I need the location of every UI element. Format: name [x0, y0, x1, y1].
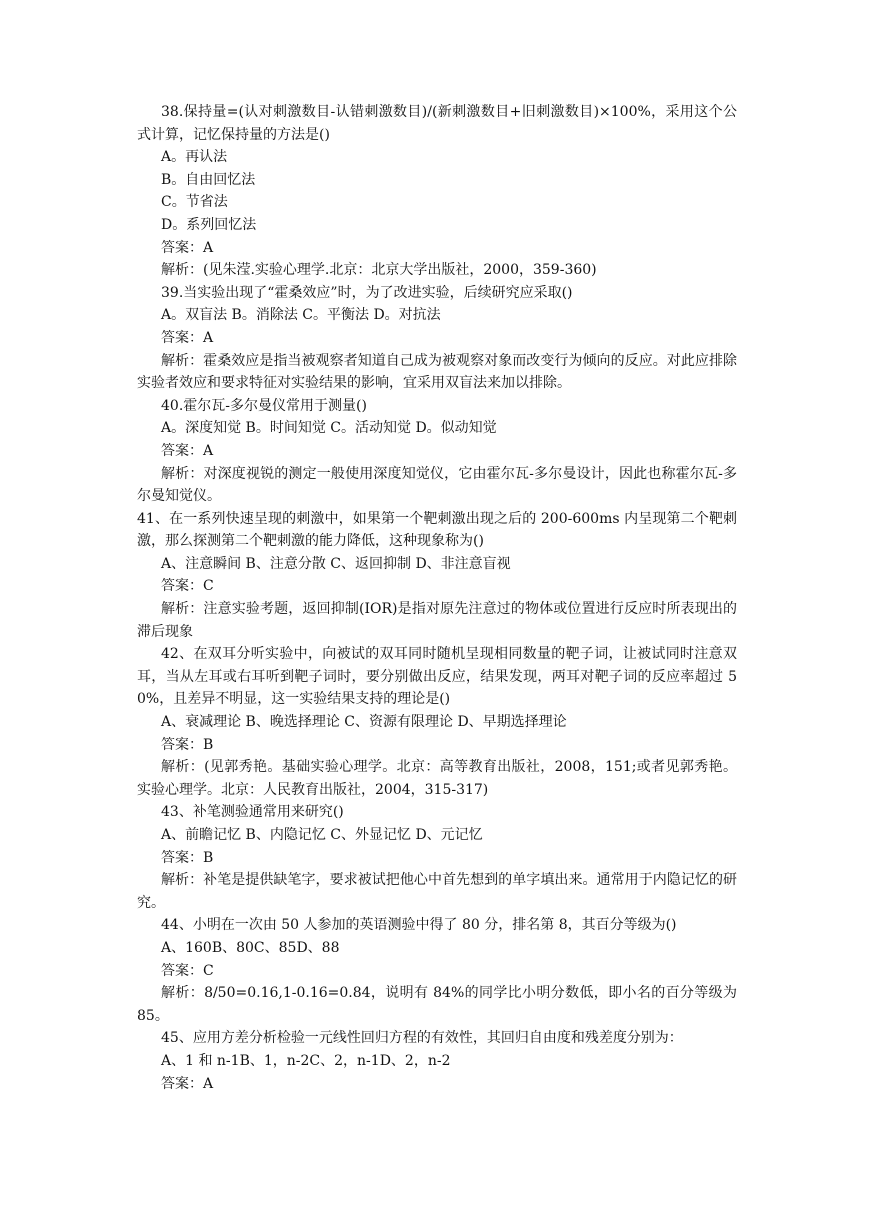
q42-answer-answer-text: 答案：B [161, 736, 214, 753]
q38-d-option-text: D。系列回忆法 [161, 216, 257, 233]
q44-answer-answer-text: 答案：C [161, 962, 214, 979]
q41-analysis-analysis-text: 解析：注意实验考题，返回抑制(IOR)是指对原先注意过的物体或位置进行反应时所表现出的滞后现象 [137, 601, 737, 640]
q44-question-text: 44、小明在一次由 50 人参加的英语测验中得了 80 分，排名第 8，其百分等级为() [161, 917, 677, 934]
q44-analysis-analysis-text: 解析：8/50=0.16,1-0.16=0.84，说明有 84%的同学比小明分数低，即小名的百分等级为 85。 [137, 985, 737, 1024]
document-body [137, 101, 737, 1095]
q41-answer-answer-text: 答案：C [161, 578, 214, 595]
q42-options-option-text: A、衰减理论 B、晚选择理论 C、资源有限理论 D、早期选择理论 [161, 714, 567, 731]
q39-analysis-analysis-text: 解析：霍桑效应是指当被观察者知道自己成为被观察对象而改变行为倾向的反应。对此应排除实验者效应和要求特征对实验结果的影响，宜采用双盲法来加以排除。 [137, 352, 737, 392]
q41-options-option-text: A、注意瞬间 B、注意分散 C、返回抑制 D、非注意盲视 [161, 555, 511, 572]
q39-answer-answer-text: 答案：A [161, 329, 214, 346]
q43-analysis-analysis-text: 解析：补笔是提供缺笔字，要求被试把他心中首先想到的单字填出来。通常用于内隐记忆的研究。 [137, 872, 737, 911]
q40-answer-answer-text: 答案：A [161, 442, 214, 459]
q43-question-text: 43、补笔测验通常用来研究() [161, 804, 344, 821]
q45-options-option-text: A、1 和 n-1B、1，n-2C、2，n-1D、2，n-2 [161, 1052, 451, 1069]
q43-options-option-text: A、前瞻记忆 B、内隐记忆 C、外显记忆 D、元记忆 [161, 827, 483, 843]
q44-options-option-text: A、160B、80C、85D、88 [161, 939, 340, 956]
q38-question-text: 38.保持量=(认对刺激数目-认错刺激数目)/(新刺激数目+旧刺激数目)×100%，采用这个公式计算，记忆保持量的方法是() [137, 104, 737, 143]
q40-options-option-text: A。深度知觉 B。时间知觉 C。活动知觉 D。似动知觉 [161, 420, 497, 437]
q39-options-option-text: A。双盲法 B。消除法 C。平衡法 D。对抗法 [161, 307, 441, 324]
q42-question-text: 42、在双耳分听实验中，向被试的双耳同时随机呈现相同数量的靶子词，让被试同时注意双耳，当从左耳或右耳听到靶子词时，要分别做出反应，结果发现，两耳对靶子词的反应率超过 50%，且差异不明显，这一实验结果支持的理论是() [137, 646, 737, 708]
q39-question-text: 39.当实验出现了“霍桑效应”时，为了改进实验，后续研究应采取() [161, 284, 573, 301]
q41-question-text: 41、在一系列快速呈现的刺激中，如果第一个靶刺激出现之后的 200-600ms 内呈现第二个靶刺激，那么探测第二个靶刺激的能力降低，这种现象称为() [137, 510, 737, 550]
q40-question-text: 40.霍尔瓦-多尔曼仪常用于测量() [161, 397, 367, 414]
q40-analysis-analysis-text: 解析：对深度视锐的测定一般使用深度知觉仪，它由霍尔瓦-多尔曼设计，因此也称霍尔瓦-多尔曼知觉仪。 [137, 465, 737, 505]
q38-a-option-text: A。再认法 [161, 149, 228, 166]
q45-question-text: 45、应用方差分析检验一元线性回归方程的有效性，其回归自由度和残差度分别为： [161, 1030, 683, 1047]
q38-analysis-analysis-text: 解析：(见朱滢.实验心理学.北京：北京大学出版社，2000，359-360) [161, 262, 597, 279]
q38-c-option-text: C。节省法 [161, 194, 228, 211]
q45-answer-answer-text: 答案：A [161, 1075, 214, 1092]
q42-analysis-analysis-text: 解析：(见郭秀艳。基础实验心理学。北京：高等教育出版社，2008，151;或者见郭秀艳。实验心理学。北京：人民教育出版社，2004，315-317) [137, 759, 737, 798]
q43-answer-answer-text: 答案：B [161, 849, 214, 866]
q38-b-option-text: B。自由回忆法 [161, 171, 256, 188]
q38-answer-answer-text: 答案：A [161, 239, 214, 256]
